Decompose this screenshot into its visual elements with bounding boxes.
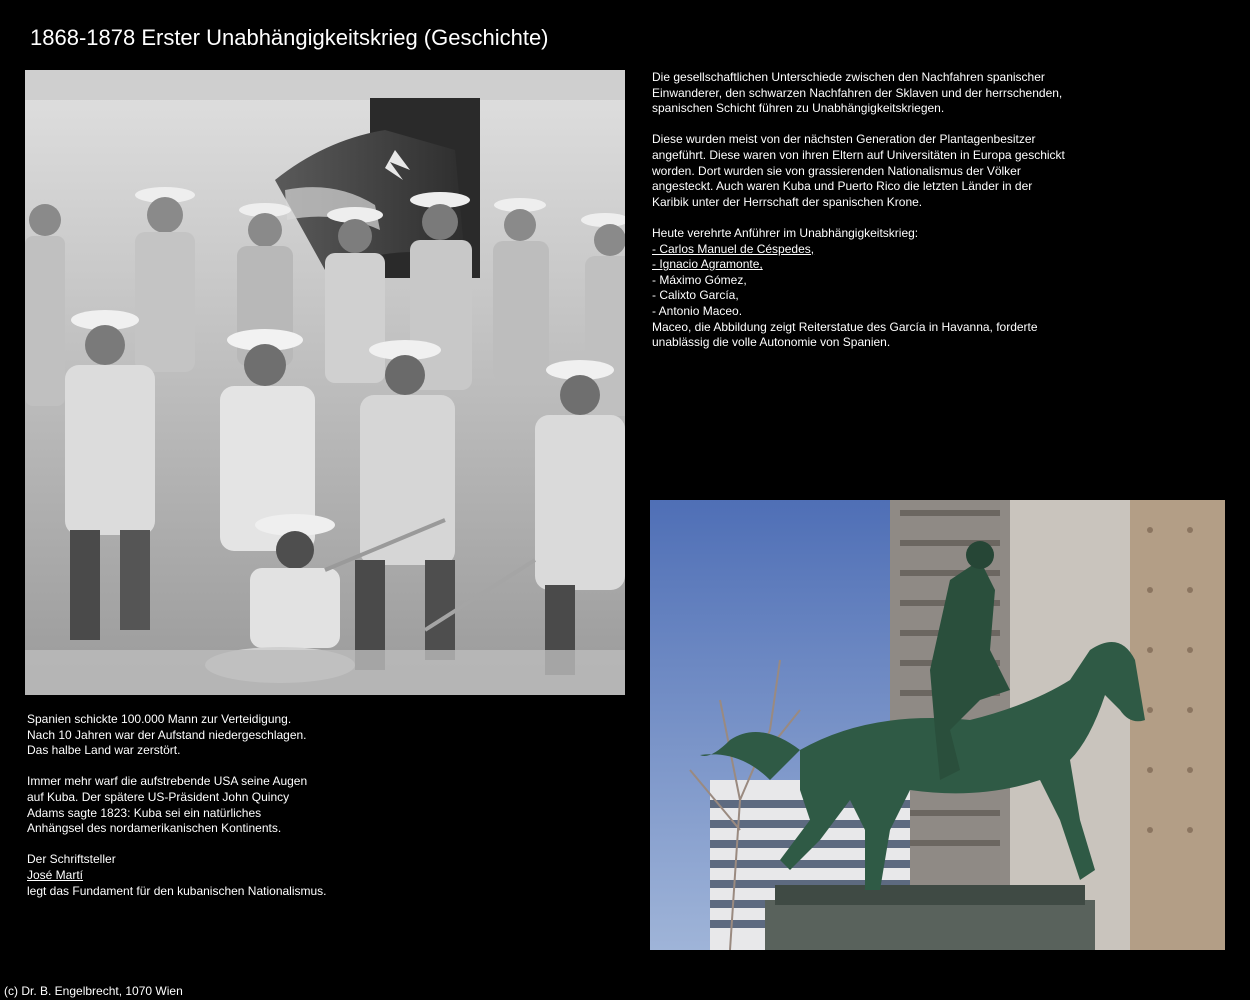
leader-antonio-maceo: - Antonio Maceo. [652,303,743,318]
link-jose-marti[interactable]: José Martí [27,867,84,882]
history-text-right [652,70,1082,351]
copyright-footer: (c) Dr. B. Engelbrecht, 1070 Wien [4,984,183,998]
text-line: Adams sagte 1823: Kuba sei ein natürliches [27,805,262,820]
paragraph-usa-interest [27,774,357,836]
text-line: Karibik unter der Herrschaft der spanischen Krone. [652,194,923,209]
page-title: 1868-1878 Erster Unabhängigkeitskrieg (Geschichte) [30,25,549,50]
text-line: Einwanderer, den schwarzen Nachfahren der Sklaven und der herrschenden, [652,85,1063,100]
text-line: Anhängsel des nordamerikanischen Kontinents. [27,821,282,836]
text-line: legt das Fundament für den kubanischen Nationalismus. [27,883,327,898]
leader-maximo-gomez: - Máximo Gómez, [652,272,747,287]
photo-independence-fighters [25,70,625,695]
text-line: Maceo, die Abbildung zeigt Reiterstatue des García in Havanna, forderte [652,319,1038,334]
link-carlos-manuel-de-cespedes[interactable]: - Carlos Manuel de Céspedes, [652,241,815,256]
text-line: auf Kuba. Der spätere US-Präsident John Quincy [27,789,290,804]
text-line: Das halbe Land war zerstört. [27,743,181,758]
text-line: Die gesellschaftlichen Unterschiede zwischen den Nachfahren spanischer [652,70,1045,84]
paragraph-social-differences [652,70,1082,117]
text-line: unablässig die volle Autonomie von Spanien. [652,335,891,350]
text-line: angeführt. Diese waren von ihren Eltern auf Universitäten in Europa geschickt [652,147,1065,162]
text-line: Der Schriftsteller [27,852,116,867]
paragraph-jose-marti [27,852,357,899]
leaders-intro: Heute verehrte Anführer im Unabhängigkeitskrieg: [652,225,919,240]
text-line: Diese wurden meist von der nächsten Generation der Plantagenbesitzer [652,132,1036,147]
text-line: Immer mehr warf die aufstrebende USA seine Augen [27,774,308,789]
text-line: Nach 10 Jahren war der Aufstand niedergeschlagen. [27,727,307,742]
history-text-left [27,712,357,899]
paragraph-plantation-generation [652,132,1082,210]
text-line: angesteckt. Auch waren Kuba und Puerto Rico die letzten Länder in der [652,179,1033,194]
paragraph-leaders [652,226,1082,351]
text-line: spanischen Schicht führen zu Unabhängigkeitskriegen. [652,101,945,116]
leader-calixto-garcia: - Calixto García, [652,288,739,303]
paragraph-spanish-defense [27,712,357,759]
link-ignacio-agramonte[interactable]: - Ignacio Agramonte, [652,257,763,272]
text-line: Spanien schickte 100.000 Mann zur Verteidigung. [27,712,292,726]
photo-garcia-equestrian-statue [650,500,1225,950]
text-line: worden. Dort wurden sie von grassierenden Nationalismus der Völker [652,163,1021,178]
